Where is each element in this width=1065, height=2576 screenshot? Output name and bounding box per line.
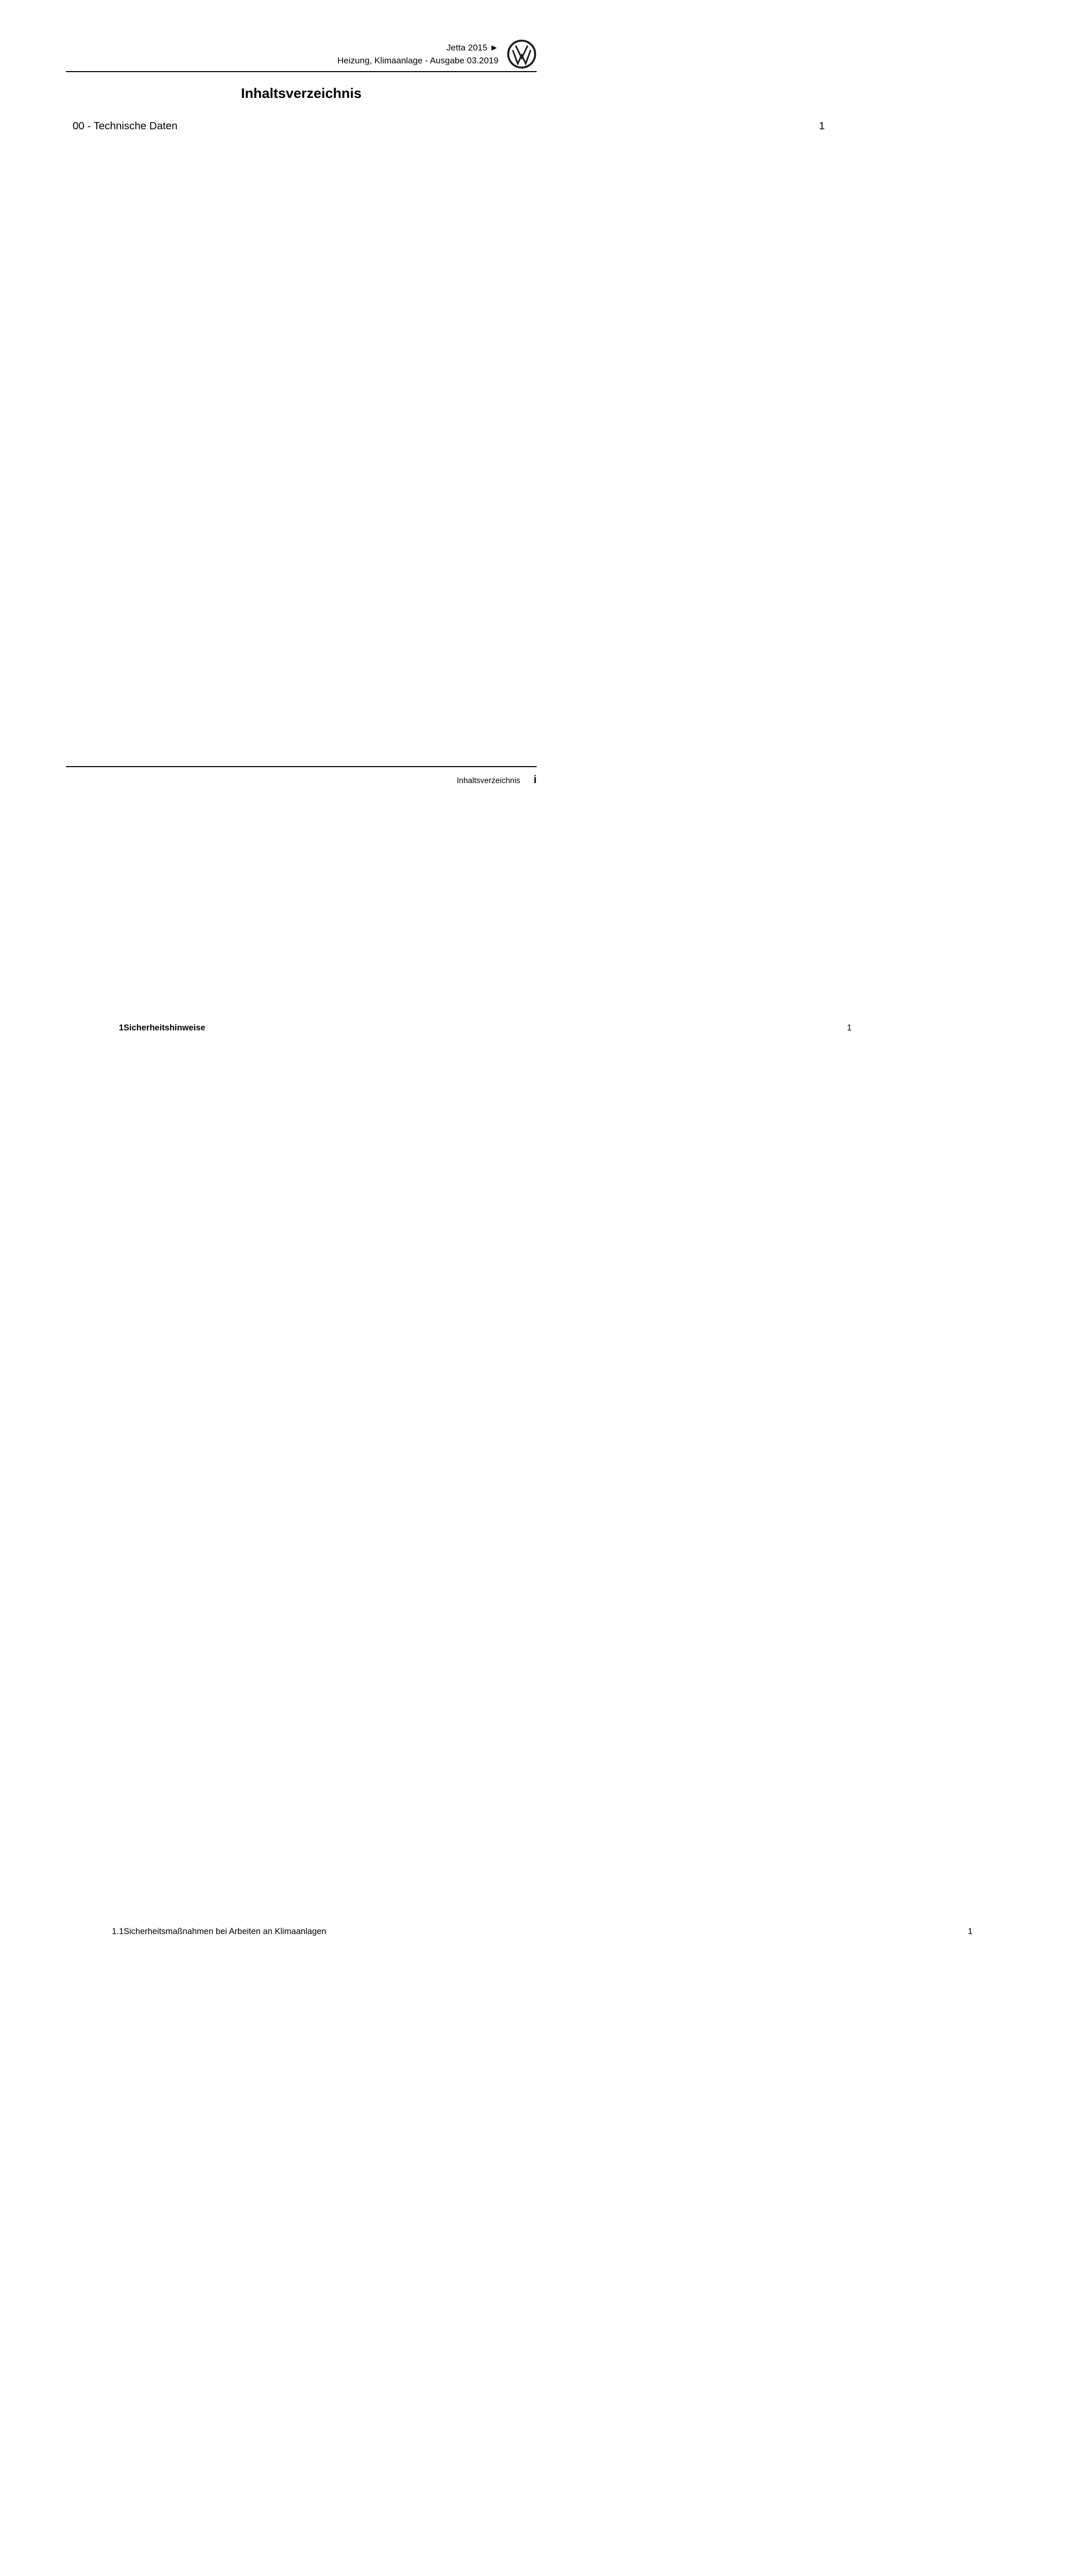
chapter-page-number: 1 <box>182 118 825 1022</box>
page-content <box>66 0 973 2576</box>
vw-logo-icon <box>507 39 537 69</box>
header-model: Jetta 2015 ► <box>446 43 499 53</box>
toc-item-row <box>66 1022 852 1926</box>
page-footer <box>66 766 537 786</box>
item-title: Sicherheitsmaßnahmen bei Arbeiten an Klimaanlagen <box>124 1927 327 1936</box>
toc-chapter-row <box>66 118 825 1022</box>
footer-label: Inhaltsverzeichnis <box>456 776 521 785</box>
page-title: Inhaltsverzeichnis <box>241 86 362 101</box>
item-page-number: 1 <box>209 1022 852 1926</box>
chapter-title: 00 - Technische Daten <box>73 120 178 132</box>
toc <box>66 118 973 2576</box>
header-subtitle: Heizung, Klimaanlage - Ausgabe 03.2019 <box>337 56 499 65</box>
page-header <box>66 0 537 69</box>
toc-item-row <box>66 1926 973 2576</box>
item-number: 1 <box>118 1023 124 1032</box>
header-text <box>337 41 499 67</box>
header-divider <box>66 71 537 72</box>
item-number: 1.1 <box>112 1927 124 1936</box>
item-title: Sicherheitshinweise <box>124 1023 205 1032</box>
item-page-number: 1 <box>330 1926 973 2576</box>
footer-page-number: i <box>534 774 537 786</box>
